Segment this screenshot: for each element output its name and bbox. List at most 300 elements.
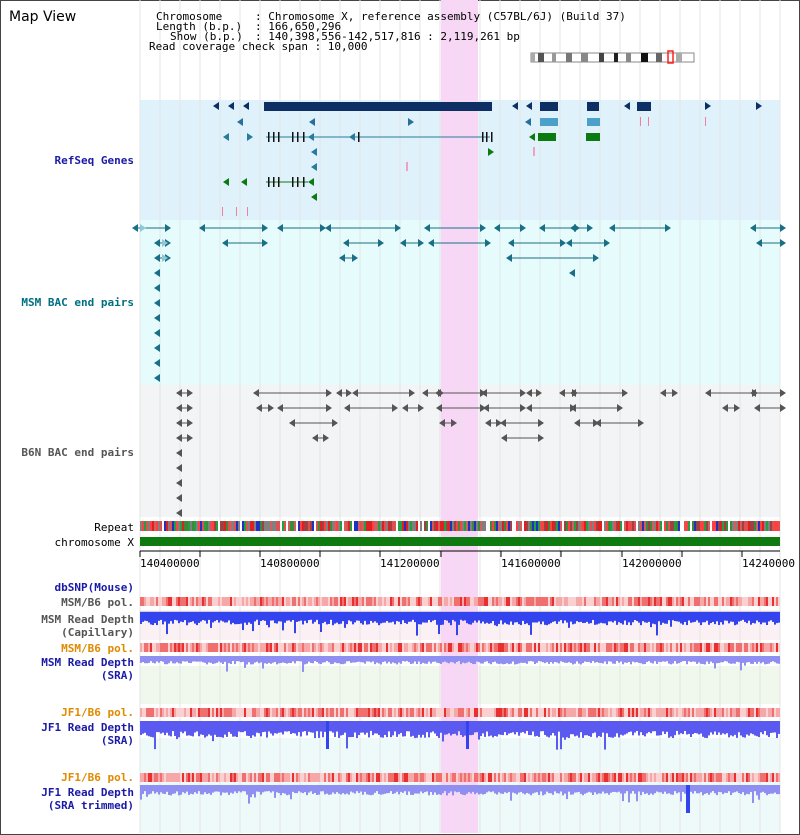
depth-bar: [224, 656, 226, 662]
polymorphism-cell: [622, 708, 624, 717]
depth-bar: [598, 612, 600, 624]
polymorphism-cell: [508, 708, 510, 717]
polymorphism-cell: [242, 597, 244, 606]
polymorphism-cell: [388, 773, 390, 782]
polymorphism-cell: [726, 708, 728, 717]
depth-bar: [560, 785, 562, 792]
polymorphism-cell: [180, 773, 182, 782]
polymorphism-cell: [524, 773, 526, 782]
depth-bar: [420, 656, 422, 664]
polymorphism-cell: [680, 597, 682, 606]
track-label-msm-depth-capillary[interactable]: MSM Read Depth: [41, 613, 134, 626]
polymorphism-cell: [578, 708, 580, 717]
depth-bar: [738, 656, 740, 662]
polymorphism-cell: [622, 643, 624, 652]
depth-bar: [740, 785, 742, 794]
depth-bar: [280, 785, 282, 795]
depth-bar: [366, 656, 368, 661]
polymorphism-cell: [276, 597, 278, 606]
depth-bar: [322, 656, 324, 663]
polymorphism-cell: [498, 708, 500, 717]
depth-bar: [478, 612, 480, 620]
depth-bar: [290, 612, 292, 622]
repeat-segment: [522, 521, 524, 531]
depth-bar: [274, 785, 276, 798]
depth-bar: [162, 656, 164, 662]
depth-bar: [214, 785, 216, 792]
polymorphism-cell: [658, 773, 660, 782]
polymorphism-cell: [428, 773, 430, 782]
polymorphism-cell: [152, 773, 154, 782]
repeat-segment: [286, 521, 288, 531]
polymorphism-cell: [368, 643, 370, 652]
view-title: Map View: [9, 9, 77, 25]
polymorphism-cell: [616, 643, 618, 652]
repeat-segment: [632, 521, 634, 531]
polymorphism-cell: [582, 643, 584, 652]
depth-bar: [496, 721, 498, 737]
depth-bar: [740, 612, 742, 621]
polymorphism-cell: [142, 708, 144, 717]
depth-bar: [192, 785, 194, 794]
polymorphism-cell: [354, 773, 356, 782]
polymorphism-cell: [546, 773, 548, 782]
polymorphism-cell: [528, 597, 530, 606]
polymorphism-cell: [266, 597, 268, 606]
polymorphism-cell: [774, 708, 776, 717]
polymorphism-cell: [578, 597, 580, 606]
depth-bar: [160, 721, 162, 734]
depth-bar: [752, 612, 754, 623]
depth-bar: [166, 656, 168, 664]
depth-bar: [282, 656, 284, 662]
polymorphism-cell: [770, 708, 772, 717]
polymorphism-cell: [238, 708, 240, 717]
depth-bar: [294, 612, 296, 633]
polymorphism-cell: [640, 708, 642, 717]
polymorphism-cell: [348, 773, 350, 782]
depth-bar: [700, 612, 702, 625]
polymorphism-cell: [278, 708, 280, 717]
repeat-segment: [682, 521, 684, 531]
polymorphism-cell: [182, 708, 184, 717]
depth-bar: [636, 612, 638, 621]
polymorphism-cell: [266, 773, 268, 782]
polymorphism-cell: [744, 643, 746, 652]
depth-bar: [694, 785, 696, 791]
polymorphism-cell: [530, 597, 532, 606]
polymorphism-cell: [146, 708, 148, 717]
polymorphism-cell: [430, 597, 432, 606]
depth-bar: [296, 785, 298, 793]
polymorphism-cell: [386, 708, 388, 717]
depth-bar: [240, 612, 242, 624]
depth-bar: [704, 785, 706, 794]
depth-bar: [574, 656, 576, 664]
depth-bar: [588, 721, 590, 736]
depth-bar: [144, 612, 146, 621]
depth-bar: [252, 656, 254, 664]
depth-bar: [728, 656, 730, 663]
repeat-segment: [436, 521, 438, 531]
polymorphism-cell: [536, 708, 538, 717]
depth-bar: [622, 612, 624, 625]
depth-bar: [326, 612, 328, 624]
depth-bar: [220, 785, 222, 795]
depth-bar: [478, 785, 480, 794]
polymorphism-cell: [480, 597, 482, 606]
depth-bar: [268, 721, 270, 731]
polymorphism-cell: [516, 773, 518, 782]
depth-bar: [552, 656, 554, 664]
repeat-segment: [488, 521, 490, 531]
polymorphism-cell: [730, 597, 732, 606]
depth-bar: [252, 612, 254, 631]
track-label-refseq[interactable]: RefSeq Genes: [54, 154, 134, 167]
depth-bar: [758, 721, 760, 737]
depth-bar: [146, 612, 148, 621]
polymorphism-cell: [156, 773, 158, 782]
polymorphism-cell: [766, 643, 768, 652]
polymorphism-cell: [548, 597, 550, 606]
depth-bar: [164, 612, 166, 622]
polymorphism-cell: [734, 708, 736, 717]
depth-bar: [540, 721, 542, 731]
repeat-segment: [316, 521, 318, 531]
polymorphism-cell: [636, 708, 638, 717]
polymorphism-cell: [540, 773, 542, 782]
polymorphism-cell: [682, 708, 684, 717]
repeat-segment: [364, 521, 366, 531]
depth-bar: [766, 785, 768, 795]
depth-bar: [580, 785, 582, 794]
repeat-segment: [450, 521, 452, 531]
polymorphism-cell: [534, 708, 536, 717]
depth-bar: [660, 785, 662, 792]
depth-bar: [590, 612, 592, 623]
depth-bar: [284, 656, 286, 663]
depth-bar: [154, 612, 156, 623]
polymorphism-cell: [474, 597, 476, 606]
depth-bar: [392, 721, 394, 735]
polymorphism-cell: [552, 708, 554, 717]
depth-bar: [746, 612, 748, 623]
depth-bar: [192, 721, 194, 736]
depth-bar: [508, 721, 510, 734]
polymorphism-cell: [384, 597, 386, 606]
polymorphism-cell: [660, 597, 662, 606]
depth-bar: [744, 785, 746, 795]
track-label-msm-depth-sra[interactable]: MSM Read Depth: [41, 656, 134, 669]
polymorphism-cell: [710, 597, 712, 606]
polymorphism-cell: [238, 597, 240, 606]
polymorphism-cell: [258, 773, 260, 782]
polymorphism-cell: [462, 643, 464, 652]
depth-bar: [770, 785, 772, 794]
depth-bar: [350, 721, 352, 737]
polymorphism-cell: [218, 708, 220, 717]
polymorphism-cell: [326, 597, 328, 606]
depth-bar: [650, 612, 652, 627]
polymorphism-cell: [160, 773, 162, 782]
depth-bar: [402, 785, 404, 793]
repeat-segment: [206, 521, 208, 531]
polymorphism-cell: [186, 597, 188, 606]
track-label-b6n-bac[interactable]: B6N BAC end pairs: [21, 446, 134, 459]
polymorphism-cell: [486, 773, 488, 782]
polymorphism-cell: [638, 597, 640, 606]
depth-bar: [592, 656, 594, 661]
depth-bar: [310, 721, 312, 732]
polymorphism-cell: [356, 597, 358, 606]
depth-bar: [678, 656, 680, 663]
depth-bar: [368, 785, 370, 795]
depth-bar: [356, 656, 358, 662]
depth-bar: [300, 721, 302, 736]
depth-bar: [178, 785, 180, 795]
polymorphism-cell: [168, 597, 170, 606]
depth-bar: [154, 721, 156, 749]
polymorphism-cell: [486, 708, 488, 717]
polymorphism-cell: [566, 708, 568, 717]
repeat-segment: [548, 521, 550, 531]
track-label-jf1-depth-sra[interactable]: JF1 Read Depth: [41, 721, 134, 734]
repeat-segment: [616, 521, 618, 531]
polymorphism-cell: [220, 597, 222, 606]
polymorphism-cell: [260, 597, 262, 606]
repeat-segment: [170, 521, 172, 531]
polymorphism-cell: [390, 708, 392, 717]
depth-bar: [658, 785, 660, 792]
polymorphism-cell: [450, 708, 452, 717]
depth-bar: [310, 612, 312, 620]
depth-bar: [456, 721, 458, 735]
polymorphism-cell: [250, 597, 252, 606]
polymorphism-cell: [772, 708, 774, 717]
polymorphism-cell: [620, 708, 622, 717]
depth-bar: [474, 656, 476, 664]
polymorphism-cell: [440, 643, 442, 652]
depth-bar: [728, 721, 730, 737]
polymorphism-cell: [216, 773, 218, 782]
repeat-segment: [182, 521, 184, 531]
repeat-segment: [188, 521, 190, 531]
depth-bar: [262, 656, 264, 669]
depth-bar: [338, 612, 340, 624]
polymorphism-cell: [252, 773, 254, 782]
depth-bar: [310, 785, 312, 791]
depth-bar: [702, 656, 704, 664]
depth-bar: [270, 612, 272, 621]
polymorphism-cell: [708, 643, 710, 652]
depth-bar: [248, 785, 250, 804]
depth-bar: [736, 785, 738, 791]
repeat-segment: [634, 521, 636, 531]
depth-bar: [428, 656, 430, 662]
polymorphism-cell: [366, 773, 368, 782]
polymorphism-cell: [272, 643, 274, 652]
depth-bar: [156, 612, 158, 625]
depth-bar: [410, 612, 412, 622]
polymorphism-cell: [386, 773, 388, 782]
depth-bar: [296, 656, 298, 661]
depth-bar: [704, 612, 706, 622]
repeat-segment: [386, 521, 388, 531]
strand-arrow: [132, 224, 138, 232]
depth-bar: [160, 656, 162, 661]
polymorphism-cell: [154, 773, 156, 782]
track-label-jf1-depth-trimmed[interactable]: JF1 Read Depth: [41, 786, 134, 799]
track-label-dbsnp[interactable]: dbSNP(Mouse): [54, 581, 134, 594]
polymorphism-cell: [374, 643, 376, 652]
polymorphism-cell: [720, 643, 722, 652]
polymorphism-cell: [232, 597, 234, 606]
depth-bar: [576, 785, 578, 792]
track-label-chromosome[interactable]: chromosome X: [54, 536, 134, 549]
polymorphism-cell: [302, 708, 304, 717]
track-label-jf1-b6-pol-2[interactable]: JF1/B6 pol.: [61, 771, 134, 784]
depth-bar: [582, 785, 584, 795]
polymorphism-cell: [182, 773, 184, 782]
depth-bar: [532, 656, 534, 662]
track-label-msm-bac[interactable]: MSM BAC end pairs: [21, 296, 134, 309]
polymorphism-cell: [186, 643, 188, 652]
polymorphism-cell: [416, 643, 418, 652]
polymorphism-cell: [390, 597, 392, 606]
track-label-msm-b6-pol-2[interactable]: MSM/B6 pol.: [61, 642, 134, 655]
polymorphism-cell: [382, 597, 384, 606]
track-label-repeat[interactable]: Repeat: [94, 521, 134, 534]
repeat-segment: [738, 521, 740, 531]
depth-bar: [660, 612, 662, 625]
depth-bar: [546, 656, 548, 662]
depth-bar: [490, 721, 492, 736]
polymorphism-cell: [144, 643, 146, 652]
polymorphism-cell: [236, 708, 238, 717]
polymorphism-cell: [298, 773, 300, 782]
depth-bar: [288, 656, 290, 663]
depth-bar: [182, 721, 184, 733]
depth-bar: [164, 785, 166, 794]
repeat-segment: [660, 521, 662, 531]
repeat-segment: [252, 521, 254, 531]
exon-mark: [278, 177, 280, 187]
depth-bar: [716, 612, 718, 621]
polymorphism-cell: [244, 643, 246, 652]
repeat-segment: [168, 521, 170, 531]
depth-bar: [624, 656, 626, 663]
repeat-segment: [584, 521, 586, 531]
depth-bar: [152, 656, 154, 663]
polymorphism-cell: [740, 643, 742, 652]
depth-bar: [420, 612, 422, 624]
depth-bar: [498, 612, 500, 624]
depth-bar: [374, 721, 376, 733]
polymorphism-cell: [286, 643, 288, 652]
depth-bar: [544, 721, 546, 735]
depth-bar: [570, 785, 572, 795]
polymorphism-cell: [616, 773, 618, 782]
polymorphism-cell: [618, 708, 620, 717]
depth-bar: [312, 612, 314, 624]
polymorphism-cell: [470, 773, 472, 782]
depth-bar: [278, 785, 280, 793]
depth-bar: [452, 656, 454, 662]
repeat-segment: [680, 521, 682, 531]
depth-bar: [158, 656, 160, 663]
track-label-msm-b6-pol[interactable]: MSM/B6 pol.: [61, 596, 134, 609]
depth-bar: [514, 612, 516, 622]
depth-bar: [442, 612, 444, 625]
depth-bar: [472, 612, 474, 623]
repeat-segment: [424, 521, 426, 531]
depth-bar: [182, 612, 184, 622]
repeat-segment: [358, 521, 360, 531]
snp-mark: [222, 207, 223, 216]
depth-bar: [680, 785, 682, 801]
polymorphism-cell: [614, 708, 616, 717]
depth-bar: [172, 721, 174, 731]
polymorphism-cell: [172, 597, 174, 606]
depth-bar: [616, 785, 618, 792]
depth-bar: [444, 721, 446, 735]
depth-bar: [448, 785, 450, 793]
depth-bar: [242, 612, 244, 630]
polymorphism-cell: [506, 597, 508, 606]
depth-bar: [228, 612, 230, 620]
polymorphism-cell: [176, 773, 178, 782]
depth-bar: [528, 785, 530, 794]
track-label-jf1-b6-pol[interactable]: JF1/B6 pol.: [61, 706, 134, 719]
depth-bar: [404, 785, 406, 791]
depth-bar: [208, 721, 210, 734]
chromosome-bar: [140, 537, 780, 546]
polymorphism-cell: [452, 643, 454, 652]
polymorphism-cell: [642, 773, 644, 782]
depth-bar: [528, 656, 530, 661]
polymorphism-cell: [368, 597, 370, 606]
polymorphism-cell: [226, 708, 228, 717]
depth-bar: [196, 721, 198, 731]
depth-bar: [722, 656, 724, 662]
repeat-segment: [288, 521, 290, 531]
polymorphism-cell: [224, 597, 226, 606]
polymorphism-cell: [446, 597, 448, 606]
depth-bar: [262, 612, 264, 620]
repeat-segment: [678, 521, 680, 531]
depth-bar: [340, 721, 342, 736]
polymorphism-cell: [386, 597, 388, 606]
depth-bar: [550, 785, 552, 793]
depth-bar: [372, 721, 374, 735]
polymorphism-cell: [572, 597, 574, 606]
polymorphism-cell: [626, 597, 628, 606]
polymorphism-cell: [694, 773, 696, 782]
depth-bar: [244, 785, 246, 791]
depth-bar: [694, 612, 696, 622]
polymorphism-cell: [490, 643, 492, 652]
depth-bar: [362, 785, 364, 795]
depth-bar: [510, 656, 512, 664]
polymorphism-cell: [610, 643, 612, 652]
repeat-segment: [774, 521, 776, 531]
depth-bar: [244, 612, 246, 623]
polymorphism-cell: [358, 773, 360, 782]
polymorphism-cell: [586, 643, 588, 652]
depth-bar: [630, 785, 632, 794]
polymorphism-cell: [650, 773, 652, 782]
polymorphism-cell: [288, 708, 290, 717]
